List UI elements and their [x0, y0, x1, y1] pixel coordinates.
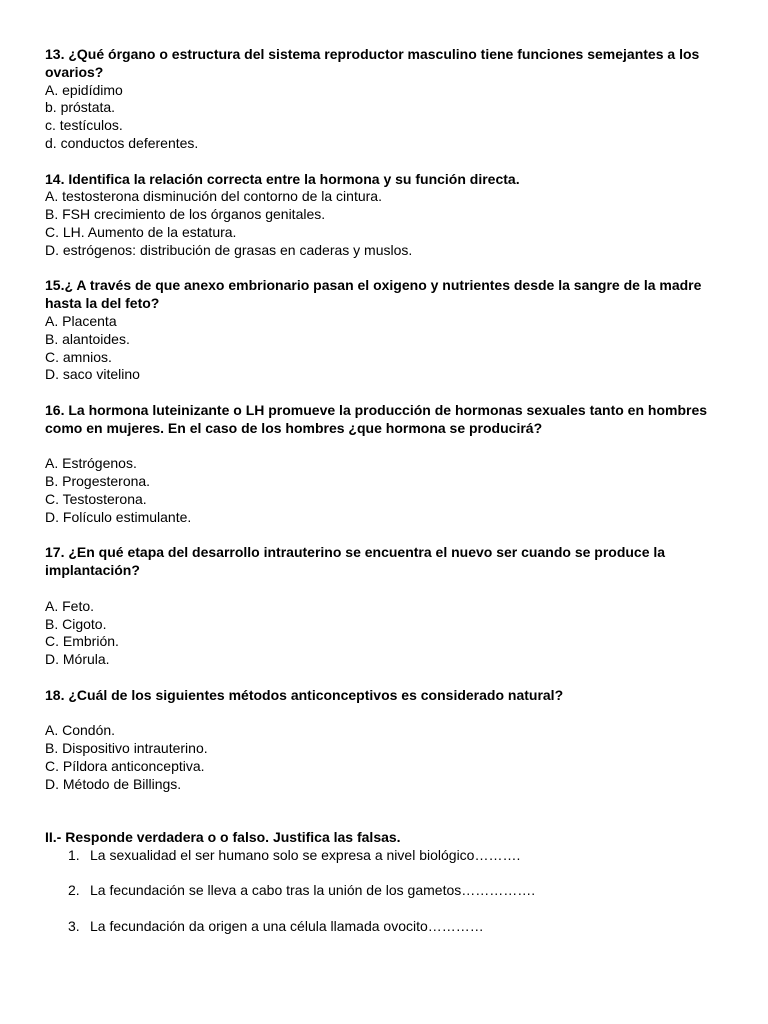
question-16: [45, 402, 725, 527]
item-text: La fecundación se lleva a cabo tras la unión de los gametos…………….: [90, 882, 536, 899]
true-false-list: [45, 847, 725, 936]
question-15-option-b: B. alantoides.: [45, 330, 130, 347]
question-15-option-c: C. amnios.: [45, 348, 112, 365]
question-13-option-a: A. epidídimo: [45, 81, 123, 98]
exam-page: [45, 46, 725, 936]
question-17: [45, 544, 725, 669]
question-14: [45, 171, 725, 260]
spacer: [45, 793, 725, 811]
list-item: [45, 847, 725, 865]
question-14-option-d: D. estrógenos: distribución de grasas en caderas y muslos.: [45, 241, 413, 258]
question-17-option-b: B. Cigoto.: [45, 615, 107, 632]
question-15-text: 15.¿ A través de que anexo embrionario pasan el oxigeno y nutrientes desde la sangre de la madre hasta la del feto?: [45, 277, 702, 312]
question-15-option-d: D. saco vitelino: [45, 366, 140, 383]
spacer: [45, 153, 725, 171]
question-13-option-b: b. próstata.: [45, 99, 116, 116]
question-14-option-c: C. LH. Aumento de la estatura.: [45, 223, 237, 240]
spacer: [45, 260, 725, 278]
spacer: [45, 704, 725, 722]
question-14-option-b: B. FSH crecimiento de los órganos genitales.: [45, 206, 326, 223]
question-18-option-a: A. Condón.: [45, 722, 116, 739]
question-17-option-a: A. Feto.: [45, 597, 95, 614]
question-13-option-c: c. testículos.: [45, 117, 123, 134]
section-true-false: [45, 829, 725, 936]
question-15: [45, 277, 725, 384]
question-18: [45, 687, 725, 794]
list-item: [45, 882, 725, 900]
item-text: La fecundación da origen a una célula llamada ovocito…………: [90, 918, 484, 935]
spacer: [45, 438, 725, 456]
spacer: [45, 580, 725, 598]
spacer: [45, 527, 725, 545]
question-15-option-a: A. Placenta: [45, 312, 117, 329]
question-16-option-c: C. Testosterona.: [45, 490, 147, 507]
spacer: [45, 384, 725, 402]
question-17-option-d: D. Mórula.: [45, 651, 110, 668]
question-16-text: 16. La hormona luteinizante o LH promueve la producción de hormonas sexuales tanto en hombres como en mujeres. En el caso de los hombres ¿que hormona se producirá?: [45, 401, 708, 436]
question-17-text: 17. ¿En qué etapa del desarrollo intrauterino se encuentra el nuevo ser cuando se produce la implantación?: [45, 544, 666, 579]
item-number: 3.: [68, 918, 80, 935]
question-14-option-a: A. testosterona disminución del contorno de la cintura.: [45, 188, 382, 205]
question-18-option-b: B. Dispositivo intrauterino.: [45, 740, 208, 757]
question-16-option-a: A. Estrógenos.: [45, 455, 137, 472]
spacer: [45, 669, 725, 687]
question-13-option-d: d. conductos deferentes.: [45, 134, 199, 151]
spacer: [45, 811, 725, 829]
list-item: [45, 918, 725, 936]
question-18-text: 18. ¿Cuál de los siguientes métodos anticonceptivos es considerado natural?: [45, 686, 564, 703]
spacer: [45, 900, 725, 918]
item-number: 1.: [68, 846, 80, 863]
spacer: [45, 865, 725, 883]
question-16-option-d: D. Folículo estimulante.: [45, 508, 192, 525]
question-18-option-d: D. Método de Billings.: [45, 775, 182, 792]
question-14-text: 14. Identifica la relación correcta entre la hormona y su función directa.: [45, 170, 520, 187]
section-title: II.- Responde verdadera o o falso. Justifica las falsas.: [45, 829, 401, 846]
question-13-text: 13. ¿Qué órgano o estructura del sistema reproductor masculino tiene funciones semejantes a los ovarios?: [45, 46, 700, 80]
question-17-option-c: C. Embrión.: [45, 633, 119, 650]
question-13: [45, 46, 725, 153]
question-18-option-c: C. Píldora anticonceptiva.: [45, 757, 205, 774]
question-16-option-b: B. Progesterona.: [45, 473, 151, 490]
item-number: 2.: [68, 882, 80, 899]
item-text: La sexualidad el ser humano solo se expresa a nivel biológico……….: [90, 846, 521, 863]
